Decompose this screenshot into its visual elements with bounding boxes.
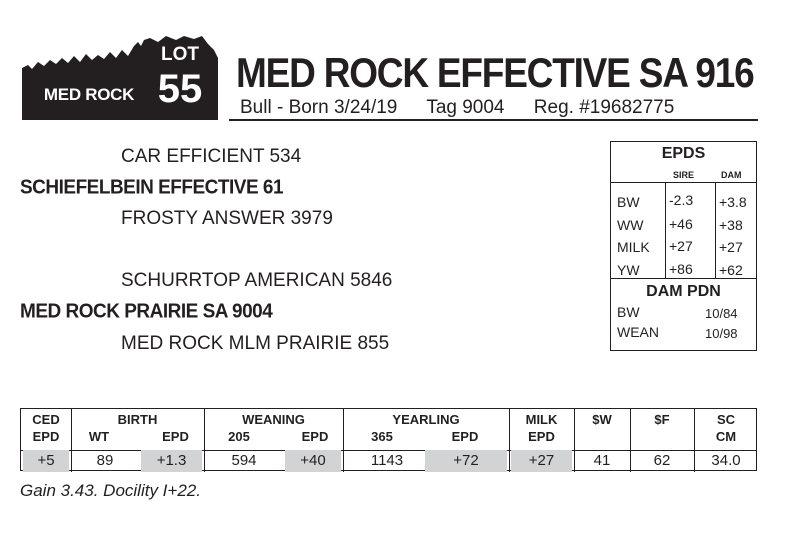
header-year-epd: EPD — [451, 429, 479, 444]
value-birth-wt: 89 — [96, 452, 114, 469]
epds-col-divider — [665, 182, 666, 278]
animal-info-line — [240, 97, 674, 119]
performance-table — [20, 408, 757, 471]
value-sf: 62 — [653, 452, 671, 469]
header-milk-sub: EPD — [528, 429, 555, 444]
value-year-epd: +72 — [425, 450, 507, 472]
lot-logo — [22, 36, 218, 120]
header-birth-epd: EPD — [162, 429, 189, 444]
epds-box — [610, 141, 757, 351]
epds-trait: MILK — [617, 239, 650, 255]
value-wean-epd: +40 — [285, 450, 341, 472]
header-sc-sub: CM — [715, 429, 737, 444]
lot-number: 55 — [157, 67, 203, 111]
registration-number: Reg. #19682775 — [533, 97, 675, 118]
pdn-trait: WEAN — [617, 324, 659, 340]
tag-number: Tag 9004 — [426, 97, 505, 118]
header-year-365: 365 — [371, 429, 393, 444]
header-yearling: YEARLING — [392, 412, 460, 427]
pedigree-dam-dam: MED ROCK MLM PRAIRIE 855 — [121, 333, 390, 354]
title-divider — [229, 119, 758, 121]
epds-pdn-divider — [611, 278, 756, 279]
epds-trait: YW — [617, 262, 640, 278]
sex-born-date: Bull - Born 3/24/19 — [240, 97, 398, 118]
epds-title: EPDS — [661, 145, 706, 162]
header-milk: MILK — [525, 412, 558, 427]
pdn-value: 10/98 — [705, 326, 738, 341]
pdn-trait: BW — [617, 304, 640, 320]
epds-col-divider — [715, 182, 716, 278]
header-birth: BIRTH — [117, 412, 158, 427]
header-sf: $F — [654, 412, 670, 427]
epds-sire-value: +86 — [669, 261, 693, 277]
value-ced: +5 — [23, 450, 69, 472]
lot-label: LOT — [161, 44, 199, 65]
header-wean-205: 205 — [228, 429, 250, 444]
value-milk-epd: +27 — [511, 450, 572, 472]
value-sw: 41 — [593, 452, 611, 469]
epds-sire-value: -2.3 — [669, 192, 694, 208]
header-sc: SC — [716, 412, 736, 427]
header-ced: CED — [32, 412, 60, 427]
header-wean-epd: EPD — [301, 429, 329, 444]
epds-trait: BW — [617, 194, 640, 210]
pedigree-sire-sire: CAR EFFICIENT 534 — [121, 146, 302, 167]
pedigree-sire: SCHIEFELBEIN EFFECTIVE 61 — [20, 176, 284, 199]
epds-sire-value: +27 — [669, 238, 693, 254]
epds-dam-value: +38 — [719, 217, 743, 233]
header-weaning: WEANING — [242, 412, 305, 427]
pdn-value: 10/84 — [705, 306, 738, 321]
epds-dam-value: +3.8 — [719, 194, 747, 210]
epds-col-sire: SIRE — [673, 170, 695, 180]
value-sc: 34.0 — [711, 452, 741, 469]
value-wean-205: 594 — [231, 452, 257, 469]
epds-dam-value: +62 — [719, 262, 743, 278]
epds-sire-value: +46 — [669, 216, 693, 232]
pedigree-dam-sire: SCHURRTOP AMERICAN 5846 — [121, 270, 393, 291]
dam-pdn-title: DAM PDN — [646, 283, 721, 300]
epds-header-divider — [611, 182, 756, 183]
value-birth-epd: +1.3 — [141, 450, 202, 472]
animal-name: MED ROCK EFFECTIVE SA 916 — [236, 50, 754, 96]
pedigree-sire-dam: FROSTY ANSWER 3979 — [121, 208, 333, 229]
header-sw: $W — [592, 412, 612, 427]
header-birth-wt: WT — [88, 429, 110, 444]
footnote: Gain 3.43. Docility I+22. — [20, 481, 201, 500]
epds-col-dam: DAM — [721, 170, 742, 180]
pedigree-dam: MED ROCK PRAIRIE SA 9004 — [20, 300, 273, 323]
header-ced-sub: EPD — [32, 429, 60, 444]
epds-dam-value: +27 — [719, 239, 743, 255]
value-year-365: 1143 — [370, 452, 404, 469]
logo-brand-text: MED ROCK — [43, 85, 135, 104]
epds-trait: WW — [617, 217, 644, 233]
